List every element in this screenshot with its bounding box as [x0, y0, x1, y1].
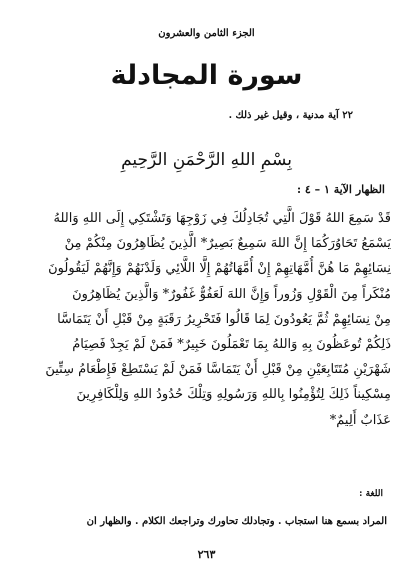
quran-text	[22, 206, 391, 433]
lexicon-text: المراد بسمع هنا استجاب . وتجادلك تحاورك وتراجعك الكلام . والظهار أن	[86, 516, 387, 527]
quran-line-8: مِسْكِيناً ذَلِكَ لِتُؤْمِنُوا بِاللهِ وَرَسُولِهِ وَتِلْكَ حُدُودُ اللهِ وَلِلْكَافِرِينَ	[76, 387, 391, 403]
quran-line-5: مِنْ نِسَائِهِمْ ثُمَّ يَعُودُونَ لِمَا قَالُوا فَتَحْرِيرُ رَقَبَةٍ مِنْ قَبْلِ أَنْ يَتَمَاسَّا	[57, 311, 391, 327]
page-number: ٢٦٣	[197, 548, 216, 561]
surah-title: سورة المجادلة	[110, 60, 303, 91]
lexicon-heading: اللغة :	[359, 489, 383, 499]
surah-info: ٢٢ آية مدنية ، وقيل غير ذلك .	[228, 110, 353, 121]
part-header: الجزء الثامن والعشرون	[158, 28, 255, 39]
quran-line-4: مُنْكَراً مِنَ الْقَوْلِ وَزُوراً وَإِنَّ اللهَ لَعَفُوٌّ غَفُورٌ* وَالَّذِينَ يُظَاهِرُونَ	[72, 286, 391, 302]
quran-line-6: ذَلِكُمْ تُوعَظُونَ بِهِ وَاللهُ بِمَا تَعْمَلُونَ خَبِيرٌ* فَمَنْ لَمْ يَجِدْ فَصِيَامُ	[72, 336, 391, 352]
quran-line-2: يَسْمَعُ تَحَاوُرَكُمَا إِنَّ اللهَ سَمِيعٌ بَصِيرٌ* الَّذِينَ يُظَاهِرُونَ مِنْكُمْ مِنْ	[64, 236, 391, 252]
verses-heading: الظهار الآية ١ – ٤ :	[296, 183, 385, 196]
quran-line-9: عَذَابٌ أَلِيمٌ*	[329, 412, 391, 428]
quran-line-1: قَدْ سَمِعَ اللهُ قَوْلَ الَّتِي تُجَادِلُكَ فِي زَوْجِهَا وَتَشْتَكِي إِلَى اللهِ وَاللهُ	[53, 211, 391, 226]
basmala: بِسْمِ اللهِ الرَّحْمَنِ الرَّحِيمِ	[121, 150, 292, 170]
quran-line-7: شَهْرَيْنِ مُتَتَابِعَيْنِ مِنْ قَبْلِ أَنْ يَتَمَاسَّا فَمَنْ لَمْ يَسْتَطِعْ فَإِطْعَامُ سِتِّينَ	[45, 362, 391, 378]
quran-line-3: نِسَائِهِمْ مَا هُنَّ أُمَّهَاتِهِمْ إِنْ أُمَّهَاتُهُمْ إِلَّا اللَّائِي وَلَدْنَهُمْ وَإِنَّهُمْ لَيَقُولُونَ	[48, 261, 391, 277]
